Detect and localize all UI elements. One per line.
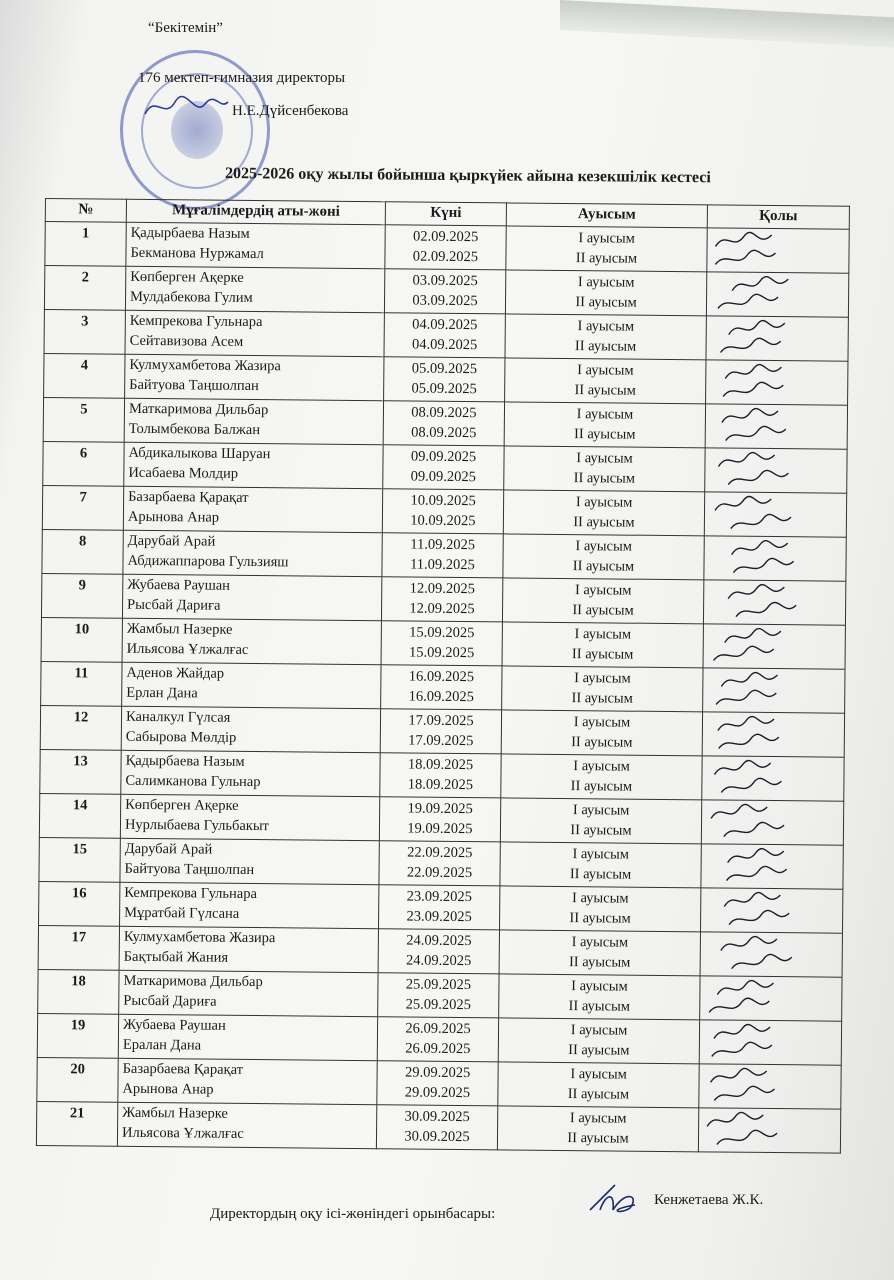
row-number: 5 <box>43 397 124 442</box>
duty-date: 18.09.2025 <box>407 756 474 774</box>
shift: II ауысым <box>575 250 638 267</box>
page-title: 2025-2026 оқу жылы бойынша қыркүйек айына кезекшілік кестесі <box>224 165 711 187</box>
shift: II ауысым <box>571 734 633 751</box>
shift: I ауысым <box>569 1110 627 1127</box>
duty-dates <box>376 1105 497 1150</box>
teacher-names <box>122 662 381 708</box>
footer-name: Кенжетаева Ж.К. <box>654 1192 764 1208</box>
duty-date: 12.09.2025 <box>409 600 475 618</box>
signature-cell <box>701 800 843 845</box>
signature-cell <box>703 668 845 713</box>
shifts <box>502 578 703 624</box>
handwritten-signatures <box>703 1108 823 1151</box>
shifts <box>505 358 706 404</box>
table-row <box>37 1057 841 1109</box>
table-row <box>38 969 842 1021</box>
duty-date: 19.09.2025 <box>407 820 473 838</box>
signature-cell <box>707 228 849 273</box>
row-number: 9 <box>41 573 122 618</box>
teacher-name: Абдижаппарова Гульзияш <box>127 552 289 571</box>
signature-cell <box>700 976 842 1021</box>
teacher-names <box>119 926 378 972</box>
duty-date: 19.09.2025 <box>407 800 473 818</box>
table-row <box>45 222 849 274</box>
row-number: 14 <box>39 793 120 838</box>
duty-date: 09.09.2025 <box>410 468 477 486</box>
row-number: 15 <box>39 837 120 882</box>
teacher-name: Сейтавизова Асем <box>129 332 244 350</box>
duty-dates <box>380 753 501 798</box>
row-number: 18 <box>38 969 119 1014</box>
table-row <box>41 573 845 625</box>
signature-cell <box>705 448 847 493</box>
teacher-names <box>118 1014 377 1060</box>
duty-schedule-table <box>36 198 850 1154</box>
signature-cell <box>699 1020 841 1065</box>
signature-cell <box>705 404 847 449</box>
signature-cell <box>703 624 845 669</box>
duty-date: 04.09.2025 <box>411 336 478 354</box>
duty-date: 05.09.2025 <box>411 380 477 398</box>
duty-dates <box>383 401 504 446</box>
teacher-name: Мулдабекова Гулим <box>129 288 253 306</box>
teacher-names <box>126 222 385 268</box>
shifts <box>505 314 706 360</box>
shift: I ауысым <box>577 318 635 335</box>
teacher-names <box>125 310 384 356</box>
signature-cell <box>704 492 846 537</box>
handwritten-signatures <box>704 1020 824 1063</box>
duty-date: 22.09.2025 <box>406 864 473 882</box>
handwritten-signatures <box>709 448 829 491</box>
teacher-name: Қадырбаева Назым <box>125 752 245 770</box>
shift: II ауысым <box>568 998 630 1015</box>
teacher-name: Сабырова Мөлдір <box>125 728 237 746</box>
duty-date: 24.09.2025 <box>405 952 472 970</box>
row-number: 20 <box>37 1057 118 1102</box>
row-number: 11 <box>41 661 122 706</box>
duty-date: 24.09.2025 <box>406 932 472 950</box>
duty-date: 26.09.2025 <box>405 1020 471 1038</box>
signature-cell <box>706 316 848 361</box>
teacher-names <box>121 750 380 796</box>
teacher-name: Кемпрекова Гульнара <box>124 884 258 903</box>
signature-cell <box>700 888 842 933</box>
shift: II ауысым <box>573 514 635 531</box>
duty-date: 03.09.2025 <box>412 272 478 290</box>
teacher-name: Дарубай Арай <box>124 840 213 858</box>
duty-date: 10.09.2025 <box>410 492 476 510</box>
teacher-name: Жамбыл Назерке <box>126 620 233 638</box>
table-row <box>36 1101 840 1153</box>
row-number: 8 <box>42 529 123 574</box>
handwritten-signatures <box>705 888 825 931</box>
shift: I ауысым <box>570 1022 628 1039</box>
duty-date: 30.09.2025 <box>404 1128 470 1146</box>
shift: II ауысым <box>568 1042 630 1059</box>
teacher-names <box>120 838 379 884</box>
row-number: 17 <box>38 925 119 970</box>
teacher-name: Маткаримова Дильбар <box>128 400 269 419</box>
table-row <box>39 881 843 933</box>
handwritten-signatures <box>707 712 827 755</box>
col-date: Күні <box>385 202 506 226</box>
signature-cell <box>698 1108 840 1153</box>
duty-dates <box>377 1017 498 1062</box>
duty-dates <box>382 489 503 534</box>
shifts <box>502 666 703 712</box>
shift: II ауысым <box>568 954 631 971</box>
table-row <box>40 749 844 801</box>
handwritten-signatures <box>705 932 825 975</box>
teacher-names <box>125 266 384 312</box>
teacher-names <box>125 354 384 400</box>
handwritten-signatures <box>710 360 830 403</box>
row-number: 4 <box>44 353 125 398</box>
shift: I ауысым <box>574 670 631 687</box>
shift: II ауысым <box>574 426 636 443</box>
handwritten-signatures <box>704 976 824 1019</box>
duty-dates <box>379 797 500 842</box>
duty-date: 03.09.2025 <box>412 292 478 310</box>
handwritten-signatures <box>709 492 829 535</box>
duty-date: 09.09.2025 <box>410 448 477 466</box>
row-number: 21 <box>36 1101 117 1146</box>
teacher-name: Дарубай Арай <box>127 532 216 550</box>
teacher-name: Ильясова Ұлжалғас <box>126 640 249 658</box>
col-signature: Қолы <box>707 205 849 229</box>
shifts <box>502 622 703 668</box>
shift: II ауысым <box>571 690 633 707</box>
teacher-name: Маткаримова Дильбар <box>123 972 263 991</box>
row-number: 19 <box>37 1013 118 1058</box>
shift: I ауысым <box>574 626 632 643</box>
shift: II ауысым <box>574 338 637 355</box>
teacher-names <box>122 618 381 664</box>
shift: II ауысым <box>569 910 631 927</box>
signature-cell <box>702 756 844 801</box>
duty-date: 16.09.2025 <box>408 668 475 686</box>
shift: I ауысым <box>575 494 633 511</box>
shift: II ауысым <box>571 646 634 663</box>
row-number: 12 <box>40 705 121 750</box>
duty-date: 30.09.2025 <box>404 1108 470 1126</box>
teacher-name: Кулмухамбетова Жазира <box>129 356 281 375</box>
teacher-name: Кемпрекова Гульнара <box>129 312 263 331</box>
teacher-name: Аденов Жайдар <box>126 664 225 682</box>
duty-date: 02.09.2025 <box>412 228 479 246</box>
duty-dates <box>384 357 505 402</box>
shifts <box>501 754 702 800</box>
handwritten-signatures <box>708 624 828 667</box>
row-number: 3 <box>44 309 125 354</box>
deputy-signature <box>585 1180 645 1220</box>
row-number: 10 <box>41 617 122 662</box>
teacher-name: Салимканова Гульнар <box>125 772 261 791</box>
signature-cell <box>702 712 844 757</box>
duty-date: 25.09.2025 <box>405 996 471 1014</box>
table-row <box>42 485 846 537</box>
row-number: 6 <box>43 441 124 486</box>
table-row <box>40 705 844 757</box>
handwritten-signatures <box>707 668 827 711</box>
row-number: 13 <box>40 749 121 794</box>
table-row <box>38 925 842 977</box>
handwritten-signatures <box>710 404 830 447</box>
col-number: № <box>45 199 126 223</box>
signature-cell <box>706 272 848 317</box>
handwritten-signatures <box>705 844 825 887</box>
shift: II ауысым <box>575 294 637 311</box>
teacher-name: Ерлан Дана <box>126 684 198 702</box>
teacher-name: Байтуова Таңшолпан <box>129 376 259 395</box>
shift: II ауысым <box>570 778 633 795</box>
duty-date: 02.09.2025 <box>412 248 479 266</box>
teacher-name: Бақтыбай Жания <box>123 948 229 966</box>
shifts <box>499 930 700 976</box>
table-row <box>41 661 845 713</box>
approval-label: “Бекітемін” <box>148 20 223 36</box>
shift: I ауысым <box>573 714 631 731</box>
duty-dates <box>378 929 499 974</box>
director-name: Н.Е.Дүйсенбекова <box>232 103 349 119</box>
teacher-names <box>123 530 382 576</box>
teacher-name: Жубаева Раушан <box>122 1016 226 1034</box>
teacher-name: Толымбекова Балжан <box>128 420 261 439</box>
table-row <box>44 266 848 318</box>
teacher-name: Исабаева Молдир <box>128 464 239 482</box>
table-row <box>39 837 843 889</box>
handwritten-signatures <box>706 800 826 843</box>
signature-cell <box>700 932 842 977</box>
shift: II ауысым <box>572 602 634 619</box>
teacher-names <box>119 970 378 1016</box>
signature-cell <box>703 580 845 625</box>
shift: I ауысым <box>571 890 629 907</box>
teacher-name: Базарбаева Қарақат <box>128 488 249 506</box>
shifts <box>497 1106 698 1152</box>
teacher-name: Абдикалыкова Шаруан <box>128 444 271 463</box>
teacher-name: Арынова Анар <box>127 508 220 526</box>
duty-date: 04.09.2025 <box>412 316 478 334</box>
duty-dates <box>377 1061 498 1106</box>
duty-date: 18.09.2025 <box>407 776 474 794</box>
table-row <box>42 529 846 581</box>
duty-date: 22.09.2025 <box>407 844 473 862</box>
approval-position: 176 мектеп-гимназия директоры <box>138 70 346 86</box>
teacher-name: Рысбай Дариға <box>123 992 217 1010</box>
table-row <box>37 1013 841 1065</box>
duty-date: 29.09.2025 <box>404 1084 471 1102</box>
teacher-names <box>122 574 381 620</box>
teacher-names <box>123 486 382 532</box>
teacher-name: Мұратбай Гүлсана <box>124 904 240 922</box>
shift: I ауысым <box>571 978 628 995</box>
teacher-names <box>121 706 380 752</box>
duty-dates <box>383 445 504 490</box>
col-shift: Ауысым <box>506 203 707 228</box>
director-signature <box>140 92 230 122</box>
signature-cell <box>704 536 846 581</box>
duty-dates <box>382 533 503 578</box>
table-row <box>44 309 848 361</box>
duty-dates <box>379 841 500 886</box>
shifts <box>504 402 705 448</box>
table-row <box>41 617 845 669</box>
duty-date: 17.09.2025 <box>408 712 474 730</box>
shift: I ауысым <box>576 450 633 467</box>
duty-date: 11.09.2025 <box>410 536 476 554</box>
shifts <box>503 490 704 536</box>
table-row <box>39 793 843 845</box>
handwritten-signatures <box>706 756 826 799</box>
duty-date: 29.09.2025 <box>404 1064 471 1082</box>
teacher-name: Көпберген Ақерке <box>125 796 239 814</box>
duty-dates <box>381 665 502 710</box>
table-row <box>43 397 847 449</box>
duty-date: 12.09.2025 <box>409 580 475 598</box>
shift: I ауысым <box>577 274 635 291</box>
teacher-name: Қадырбаева Назым <box>130 224 250 242</box>
handwritten-signatures <box>708 580 828 623</box>
teacher-name: Бекманова Нуржамал <box>130 244 264 263</box>
duty-date: 08.09.2025 <box>411 404 477 422</box>
duty-date: 26.09.2025 <box>405 1040 471 1058</box>
duty-date: 16.09.2025 <box>408 688 474 706</box>
duty-date: 15.09.2025 <box>408 644 475 662</box>
teacher-name: Көпберген Ақерке <box>130 268 244 286</box>
row-number: 16 <box>39 881 120 926</box>
shift: II ауысым <box>573 470 636 487</box>
signature-cell <box>699 1064 841 1109</box>
duty-dates <box>385 225 506 270</box>
shifts <box>500 798 701 844</box>
table-row <box>44 353 848 405</box>
shifts <box>499 886 700 932</box>
col-name: Мұғалімдердің аты-жөні <box>126 199 385 224</box>
duty-date: 11.09.2025 <box>410 556 475 574</box>
duty-date: 10.09.2025 <box>410 512 476 530</box>
duty-date: 17.09.2025 <box>408 732 474 750</box>
duty-dates <box>384 269 505 314</box>
shift: II ауысым <box>574 382 636 399</box>
teacher-name: Арынова Анар <box>122 1080 214 1098</box>
duty-dates <box>381 621 502 666</box>
teacher-name: Жамбыл Назерке <box>122 1104 228 1122</box>
shift: I ауысым <box>576 406 634 423</box>
shift: I ауысым <box>572 802 630 819</box>
duty-dates <box>380 709 501 754</box>
row-number: 2 <box>44 266 125 311</box>
shifts <box>504 446 705 492</box>
row-number: 1 <box>45 222 126 267</box>
teacher-names <box>124 398 383 444</box>
teacher-name: Ильясова Ұлжалғас <box>121 1124 244 1142</box>
shift: II ауысым <box>567 1086 630 1103</box>
shift: II ауысым <box>570 822 632 839</box>
handwritten-signatures <box>708 536 828 579</box>
teacher-names <box>120 794 379 840</box>
teacher-names <box>124 442 383 488</box>
shift: I ауысым <box>574 582 632 599</box>
handwritten-signatures <box>711 228 831 271</box>
duty-dates <box>381 577 502 622</box>
shifts <box>499 974 700 1020</box>
teacher-name: Жубаева Раушан <box>127 576 231 594</box>
shift: I ауысым <box>577 362 634 379</box>
shifts <box>498 1018 699 1064</box>
shift: I ауысым <box>573 758 630 775</box>
handwritten-signatures <box>710 316 830 359</box>
shift: I ауысым <box>572 846 630 863</box>
signature-cell <box>701 844 843 889</box>
shift: I ауысым <box>575 538 633 555</box>
signature-cell <box>706 360 848 405</box>
shifts <box>500 842 701 888</box>
shift: II ауысым <box>572 558 635 575</box>
handwritten-signatures <box>711 272 831 315</box>
duty-date: 15.09.2025 <box>409 624 475 642</box>
teacher-names <box>118 1058 377 1104</box>
teacher-name: Базарбаева Қарақат <box>122 1060 244 1078</box>
shifts <box>498 1062 699 1108</box>
duty-date: 08.09.2025 <box>411 424 477 442</box>
shift: I ауысым <box>570 1066 627 1083</box>
shifts <box>506 226 707 272</box>
footer-position: Директордың оқу ісі-жөніндегі орынбасары: <box>210 1206 496 1222</box>
duty-dates <box>378 973 499 1018</box>
duty-date: 05.09.2025 <box>411 360 478 378</box>
duty-date: 23.09.2025 <box>406 908 472 926</box>
shifts <box>501 710 702 756</box>
teacher-name: Байтуова Таңшолпан <box>124 860 255 879</box>
photo-shadow <box>560 0 894 48</box>
duty-dates <box>384 313 505 358</box>
handwritten-signatures <box>703 1064 823 1107</box>
teacher-name: Нурлыбаева Гульбакыт <box>124 816 270 835</box>
shift: II ауысым <box>569 866 632 883</box>
teacher-names <box>117 1102 376 1148</box>
teacher-name: Каналкул Гүлсая <box>125 708 231 726</box>
shift: I ауысым <box>578 230 635 247</box>
teacher-name: Рысбай Дариға <box>127 596 221 614</box>
row-number: 7 <box>42 485 123 530</box>
teacher-name: Кулмухамбетова Жазира <box>123 928 276 947</box>
shifts <box>505 270 706 316</box>
shift: II ауысым <box>567 1130 629 1147</box>
shifts <box>503 534 704 580</box>
duty-date: 23.09.2025 <box>406 888 473 906</box>
shift: I ауысым <box>571 934 629 951</box>
table-row <box>43 441 847 493</box>
teacher-names <box>120 882 379 928</box>
duty-dates <box>379 885 500 930</box>
duty-date: 25.09.2025 <box>405 976 472 994</box>
teacher-name: Ералан Дана <box>122 1036 202 1054</box>
